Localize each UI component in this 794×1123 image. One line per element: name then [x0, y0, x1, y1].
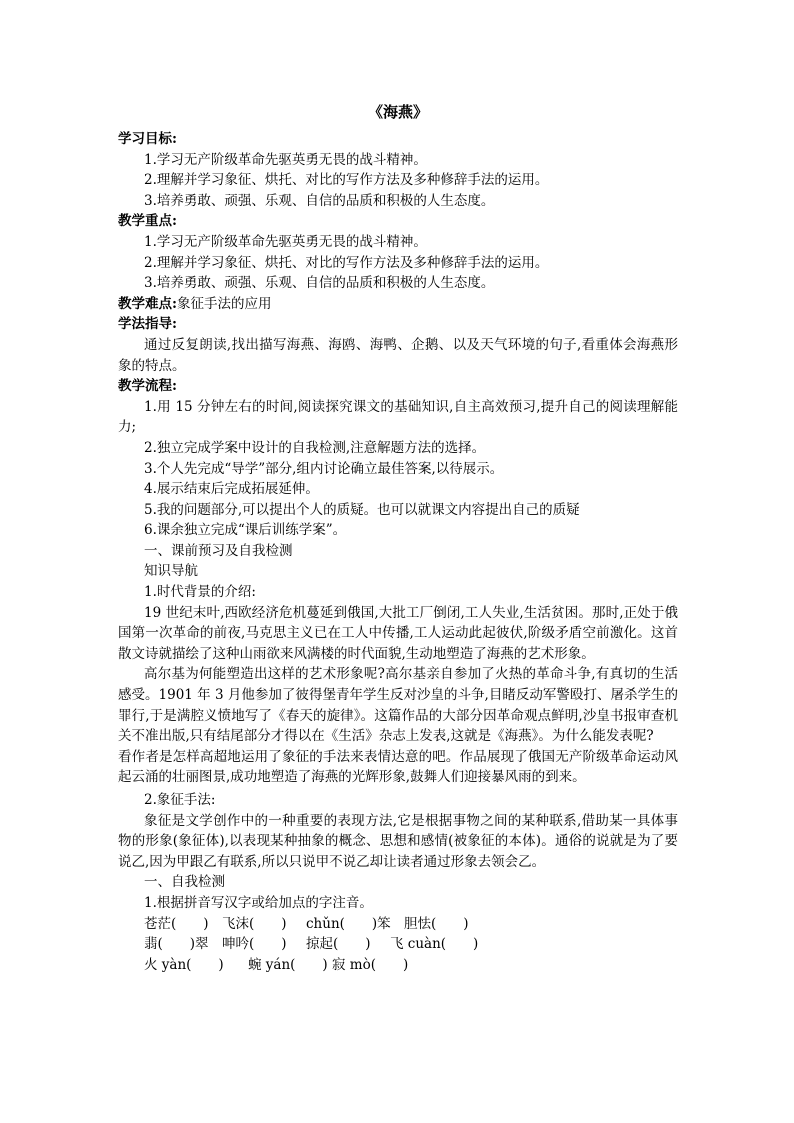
flow-item: 6.课余独立完成“课后训练学案”。: [144, 522, 347, 539]
exercise-blank: 翡( )翠: [144, 936, 209, 953]
exercise-blank: chǔn( )笨: [306, 915, 391, 932]
method-text: 通过反复朗读,找出描写海燕、海鸥、海鸭、企鹅、以及天气环境的句子,看重体会海燕形象的特点。: [118, 336, 678, 374]
keypoint-item: 3.培养勇敢、顽强、乐观、自信的品质和积极的人生态度。: [144, 275, 495, 292]
goal-item: 3.培养勇敢、顽强、乐观、自信的品质和积极的人生态度。: [144, 192, 495, 209]
flow-item: 2.独立完成学案中设计的自我检测,注意解题方法的选择。: [144, 439, 486, 456]
exercise-blank: 火 yàn( ): [144, 956, 224, 973]
document-title: 《海燕》: [367, 103, 428, 121]
exercise-blank: 掠起( ): [306, 936, 371, 953]
background-paragraph: 19 世纪末叶,西欧经济危机蔓延到俄国,大批工厂倒闭,工人失业,生活贫困。那时,正处于俄国第一次革命的前夜,马克思主义已在工人中传播,工人运动此起彼伏,阶级矛盾空前激化。这首散文诗就描绘了这种山雨欲来风满楼的时代面貌,生动地塑造了海燕的艺术形象。: [118, 604, 678, 662]
exercise-blank: 飞 cuàn( ): [390, 936, 479, 953]
flow-item: 3.个人先完成“导学”部分,组内讨论确立最佳答案,以待展示。: [144, 460, 504, 477]
background-paragraph: 高尔基为何能塑造出这样的艺术形象呢?高尔基亲自参加了火热的革命斗争,有真切的生活感受。1901 年 3 月他参加了彼得堡青年学生反对沙皇的斗争,目睹反动军警殴打、屠杀学生的罪行,于是满腔义愤地写了《春天的旋律》。这篇作品的大部分因革命观点鲜明,沙皇书报审查机关不准出版,只有结尾部分才得以在《生活》杂志上发表,这就是《海燕》。为什么能发表呢?: [118, 666, 678, 745]
document-page: [118, 100, 678, 975]
exercise-row: [118, 934, 678, 955]
exercise-blank: 呻吟( ): [222, 936, 287, 953]
flow-item: 1.用 15 分钟左右的时间,阅读探究课文的基础知识,自主高效预习,提升自己的阅读理解能力;: [118, 398, 678, 436]
knowledge-nav: 知识导航: [144, 563, 198, 580]
symbol-heading: 2.象征手法:: [144, 792, 216, 808]
exercise-row: [118, 955, 678, 976]
exercise-row: [118, 914, 678, 935]
section-heading-preview: 一、课前预习及自我检测: [144, 542, 293, 559]
flow-item: 4.展示结束后完成拓展延伸。: [144, 481, 319, 498]
keypoint-item: 2.理解并学习象征、烘托、对比的写作方法及多种修辞手法的运用。: [144, 254, 549, 271]
background-heading: 1.时代背景的介绍:: [144, 584, 256, 601]
exercise-blank: 苍茫( ): [144, 915, 209, 932]
exercise-blank: 蜿 yán( ): [248, 956, 328, 973]
goal-item: 1.学习无产阶级革命先驱英勇无畏的战斗精神。: [144, 151, 427, 168]
difficulty-text: 象征手法的应用: [176, 295, 272, 312]
exercise-heading: 1.根据拼音写汉字或给加点的字注音。: [144, 894, 373, 911]
difficulty-line: [118, 294, 678, 315]
section-heading-selfcheck: 一、自我检测: [144, 874, 225, 891]
goals-heading: 学习目标:: [118, 131, 177, 147]
difficulty-heading: 教学难点:: [118, 295, 177, 312]
flow-heading: 教学流程:: [118, 378, 177, 395]
exercise-blank: 飞沫( ): [222, 915, 287, 932]
symbol-paragraph: 象征是文学创作中的一种重要的表现方法,它是根据事物之间的某种联系,借助某一具体事物的形象(象征体),以表现某种抽象的概念、思想和感情(被象征的本体)。通俗的说就是为了要说乙,因为甲跟乙有联系,所以只说甲不说乙却让读者通过形象去领会乙。: [118, 812, 678, 870]
method-heading: 学法指导:: [118, 316, 177, 333]
keypoint-item: 1.学习无产阶级革命先驱英勇无畏的战斗精神。: [144, 233, 427, 250]
keypoints-heading: 教学重点:: [118, 213, 177, 230]
goal-item: 2.理解并学习象征、烘托、对比的写作方法及多种修辞手法的运用。: [144, 172, 549, 189]
background-paragraph: 看作者是怎样高超地运用了象征的手法来表情达意的吧。作品展现了俄国无产阶级革命运动风起云涌的壮丽图景,成功地塑造了海燕的光辉形象,鼓舞人们迎接暴风雨的到来。: [118, 748, 678, 786]
flow-item: 5.我的问题部分,可以提出个人的质疑。也可以就课文内容提出自己的质疑: [144, 501, 580, 518]
exercise-blank: 寂 mò( ): [332, 956, 409, 973]
exercise-blank: 胆怯( ): [404, 915, 469, 932]
